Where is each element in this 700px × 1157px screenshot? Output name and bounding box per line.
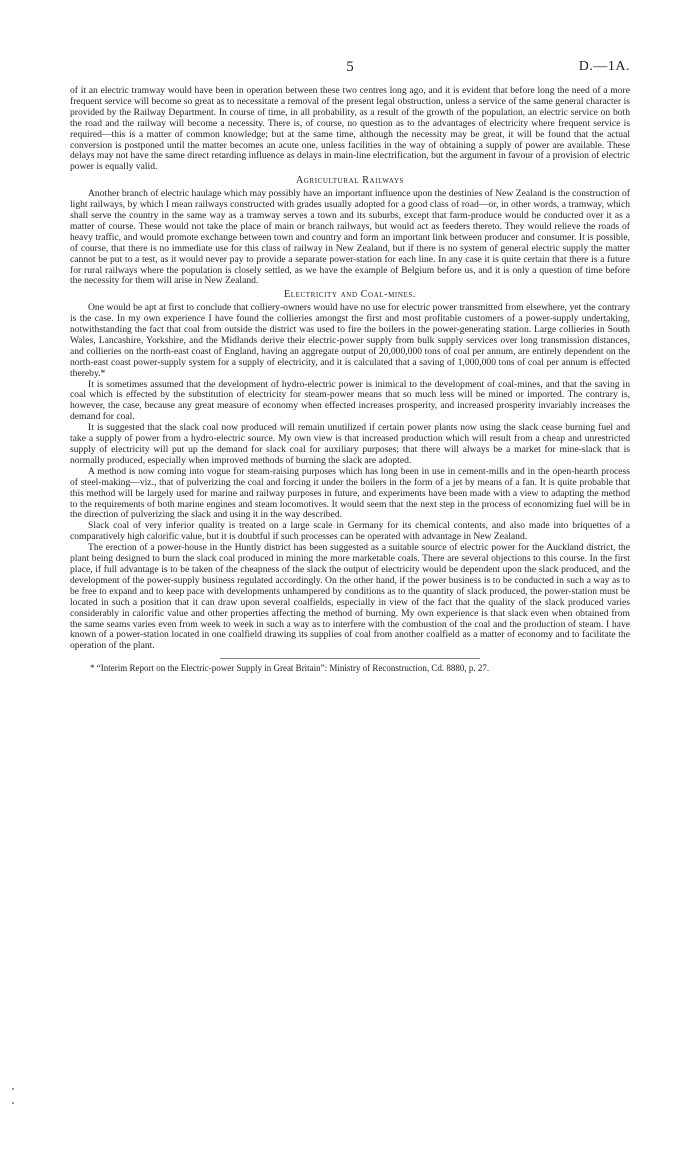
paragraph: Slack coal of very inferior quality is treated on a large scale in Germany for its chemical contents, and also made into briquettes of a comparatively high calorific value, but it is doubtful if such processes can be operated with advantage in New Zealand. [70, 520, 630, 543]
footnote-divider [220, 658, 480, 659]
paragraph-continuation: of it an electric tramway would have been in operation between these two centres long ago, and it is evident that before long the need of a more frequent service will become so great as to necessitate a removal of the present legal obstruction, unless a service of the same general character is provided by the Railway Department. In course of time, in all probability, as a result of the growth of the population, an electric service on both the road and the railway will become a necessity. There is, of course, no question as to the advantages of electricity where frequent service is required—this is a matter of common knowledge; but at the same time, although the necessity may be great, it will be found that the actual conversion is postponed until the matter becomes an acute one, unless facilities in the way of obtaining a supply of power are available. These delays may not have the same direct retarding influence as delays in main-line electrification, but the argument in favour of a provision of electric power is equally valid. [70, 85, 630, 173]
section-heading-electricity-coal-mines: Electricity and Coal-mines. [284, 289, 416, 301]
paragraph: The erection of a power-house in the Huntly district has been suggested as a suitable source of electric power for the Auckland district, the plant being designed to burn the slack coal produced in mining the more marketable coals. There are several objections to this course. In the first place, if full advantage is to be taken of the cheapness of the slack the output of electricity would be dependent upon the slack produced, and the development of the power-supply business regulated accordingly. On the other hand, if the power business is to be conducted in such a way as to be free to expand and to keep pace with developments unhampered by conditions as to the quantity of slack produced, the power-station must be located in such a position that it can draw upon several coalfields, especially in view of the fact that the quality of the slack produced varies considerably in calorific value and other properties affecting the method of burning. My own experience is that slack even when obtained from the same seams varies even from week to week in such a way as to interfere with the combustion of the coal and the production of steam. I have known of a power-station located in one coalfield drawing its supplies of coal from another coalfield as a matter of economy and to facilitate the operation of the plant. [70, 542, 630, 652]
margin-speck [12, 1088, 14, 1090]
page-number: 5 [346, 59, 354, 75]
page-header [70, 59, 630, 86]
paragraph: One would be apt at first to conclude that colliery-owners would have no use for electric power transmitted from elsewhere, yet the contrary is the case. In my own experience I have found the collieries amongst the first and most profitable customers of a power-supply undertaking, notwithstanding the fact that coal from outside the district was used to fire the boilers in the power-generating station. Large collieries in South Wales, Lancashire, Yorkshire, and the Midlands derive their electric-power supply from bulk supply services over long transmission distances, and collieries on the north-east coast of England, having an aggregate output of 20,000,000 tons of coal per annum, are entirely dependent on the north-east coast power-supply system for a supply of electricity, and it is calculated that a saving of 1,000,000 tons of coal per annum is effected thereby.* [70, 302, 630, 379]
paragraph: It is suggested that the slack coal now produced will remain unutilized if certain power plants now using the slack cease burning fuel and take a supply of power from a hydro-electric source. My own view is that increased production which will result from a cheap and unrestricted supply of electricity will put up the demand for slack coal for auxiliary purposes; that there will always be a market for mine-slack that is normally produced, especially when improved methods of burning the slack are adopted. [70, 422, 630, 466]
document-page [70, 59, 630, 674]
paragraph: A method is now coming into vogue for steam-raising purposes which has long been in use in cement-mills and in the open-hearth process of steel-making—viz., that of pulverizing the coal and forcing it under the boilers in the form of a jet by means of a fan. It is quite probable that this method will be largely used for marine and railway purposes in future, and experiments have been made with a view to adapting the method to the requirements of both marine engines and steam locomotives. It would seem that the next step in the process of economizing fuel will be in the direction of pulverizing the slack and using it in the way described. [70, 465, 630, 521]
margin-speck [12, 1102, 14, 1104]
paragraph: Another branch of electric haulage which may possibly have an important influence upon the destinies of New Zealand is the construction of light railways, by which I mean railways constructed with grades usually adopted for a good class of road—or, in other words, a tramway, which shall serve the country in the same way as a tramway serves a town and its suburbs, except that farm-produce would be conducted over it as a matter of course. These would not take the place of main or branch railways, but would act as feeders thereto. They would relieve the roads of heavy traffic, and would promote exchange between town and country and form an important link between producer and consumer. It is possible, of course, that there is no immediate use for this class of railway in New Zealand, but if there is no system of general electric supply the matter cannot be put to a test, as it would never pay to provide a separate power-station for each line. In any case it is quite certain that there is a future for rural railways where the population is closely settled, as we have the example of Belgium before us, and it is only a question of time before the necessity for them will arise in New Zealand. [70, 188, 630, 287]
document-reference: D.—1A. [578, 59, 630, 74]
footnote: * “Interim Report on the Electric-power Supply in Great Britain”: Ministry of Reconstruction, Cd. 8880, p. 27. [90, 663, 490, 674]
section-heading-agricultural-railways: Agricultural Railways [295, 175, 405, 187]
paragraph: It is sometimes assumed that the development of hydro-electric power is inimical to the development of coal-mines, and that the saving in coal which is effected by the substitution of electricity for steam-power means that so much less will be mined or imported. The contrary is, however, the case, because any great measure of economy when effected increases prosperity, and increased prosperity invariably increases the demand for coal. [70, 378, 630, 423]
